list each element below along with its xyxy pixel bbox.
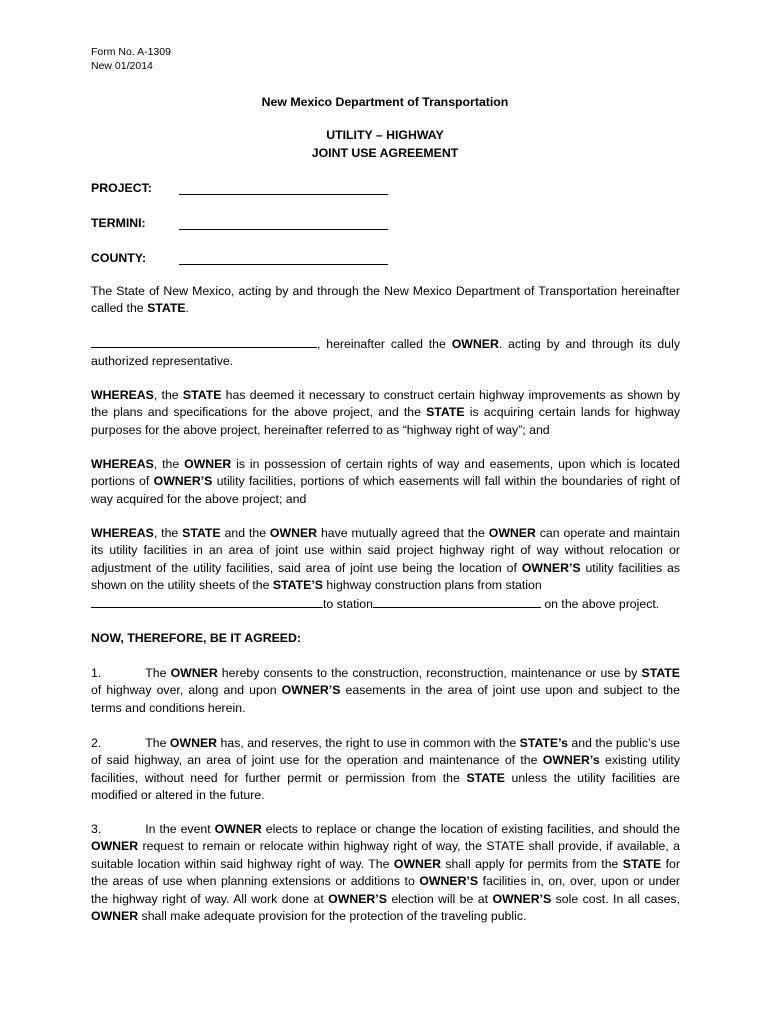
agreed-heading: NOW, THEREFORE, BE IT AGREED: [91,631,301,645]
clause-3: 3. In the event OWNER elects to replace or change the location of existing facilities, and should the OWNER request to remain or relocate within highway right of way, the STATE shall provide, if available, a suitable location within said highway right of way. The OWNER shall apply for permits from the STATE for the areas of use when planning extensions or additions to OWNER’S facilities in, on, over, upon or under the highway right of way. All work done at OWNER’S election will be at OWNER’S sole cost. In all cases, OWNER shall make adequate provision for the protection of the traveling public. [91,822,680,924]
termini-input-line[interactable] [179,229,388,230]
station-from-blank[interactable] [91,595,323,608]
title-line-2: JOINT USE AGREEMENT [311,146,459,160]
county-input-line[interactable] [179,264,388,265]
clause-2: 2. The OWNER has, and reserves, the right to use in common with the STATE’s and the public’s use of said highway, an area of joint use for the operation and maintenance of the OWNER’s existing utility facilities, without need for further permit or permission from the STATE unless the utility facilities are modified or altered in the future. [91,736,680,803]
whereas-paragraph-2: WHEREAS, the OWNER is in possession of certain rights of way and easements, upon which is located portions of OWNER’S utility facilities, portions of which easements will fall within the boundaries of right of way acquired for the above project; and [91,457,681,506]
owner-paragraph: , hereinafter called the OWNER. acting by and through its duly authorized representative. [91,337,680,369]
owner-name-blank[interactable] [91,335,317,348]
title-line-1: UTILITY – HIGHWAY [326,128,444,142]
form-number-block [91,45,171,73]
termini-label: TERMINI: [91,216,146,230]
project-label: PROJECT: [91,181,152,195]
state-paragraph: The State of New Mexico, acting by and through the New Mexico Department of Transportation hereinafter called the STATE. [91,284,680,316]
station-to-blank[interactable] [373,595,541,608]
department-heading: New Mexico Department of Transportation [261,95,509,109]
form-revision: New 01/2014 [91,60,153,72]
whereas-paragraph-1: WHEREAS, the STATE has deemed it necessary to construct certain highway improvements as shown by the plans and specifications for the above project, and the STATE is acquiring certain lands for highway purposes for the above project, hereinafter referred to as “highway right of way”; and [91,388,680,437]
whereas-paragraph-3: WHEREAS, the STATE and the OWNER have mutually agreed that the OWNER can operate and maintain its utility facilities in an area of joint use within said project highway right of way without relocation or adjustment of the utility facilities, said area of joint use being the location of OWNER’S utility facilities as shown on the utility sheets of the STATE’S highway construction plans from station to station on the above project. [91,526,680,611]
project-input-line[interactable] [179,194,388,195]
county-label: COUNTY: [91,251,147,265]
clause-1: 1. The OWNER hereby consents to the construction, reconstruction, maintenance or use by STATE of highway over, along and upon OWNER’S easements in the area of joint use upon and subject to the terms and conditions herein. [91,666,680,715]
form-number: Form No. A-1309 [91,46,171,58]
